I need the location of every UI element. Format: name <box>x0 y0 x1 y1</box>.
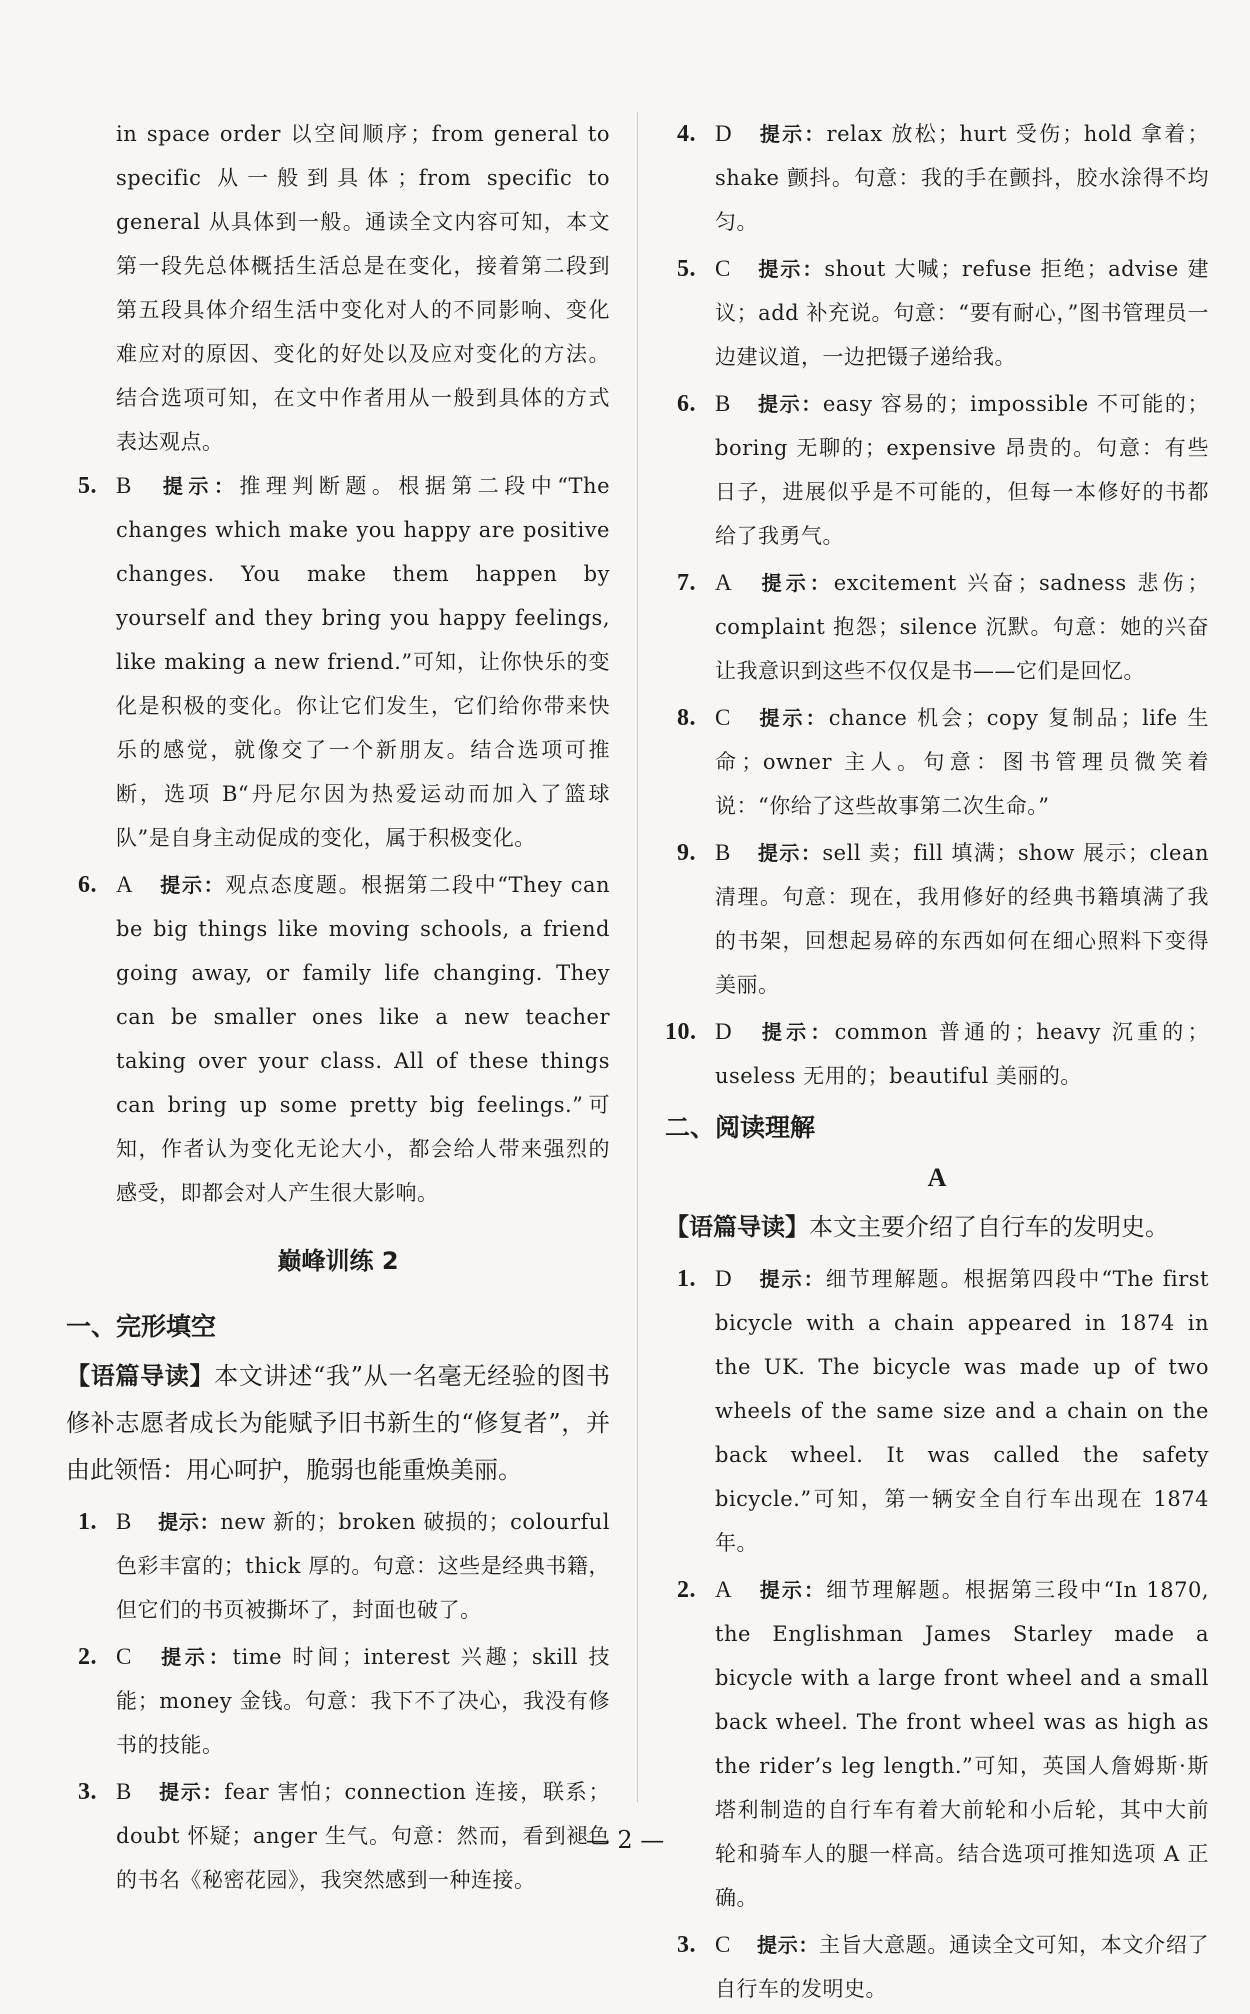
training-heading: 巅峰训练 2 <box>277 1247 399 1275</box>
answer-item: 5. C 提示：shout 大喊；refuse 拒绝；advise 建议；add 补充说。句意：“要有耐心，”图书管理员一边建议道，一边把镊子递给我。 <box>677 256 1209 369</box>
answer-item: 6. A 提示：观点态度题。根据第二段中“They can be big things like moving schools, a friend going away, or family life changing. They can be smaller ones like a new teacher taking over your class. All of these things can bring up some pretty big feelings.”可知，作者认为变化无论大小，都会给人带来强烈的感受，即都会对人产生很大影响。 <box>78 872 610 1205</box>
answer-item: 4. D 提示：relax 放松；hurt 受伤；hold 拿着；shake 颤抖。句意：我的手在颤抖，胶水涂得不均匀。 <box>677 121 1209 234</box>
section-reading-heading: 二、阅读理解 <box>665 1113 816 1142</box>
answer-item: 2. A 提示：细节理解题。根据第三段中“In 1870, the Englishman James Starley made a bicycle with a large front wheel and a small back wheel. The front wheel was as high as the rider’s leg length.”可知，英国人詹姆斯·斯塔利制造的自行车有着大前轮和小后轮，其中大前轮和骑车人的腿一样高。结合选项可推知选项 A 正确。 <box>677 1577 1209 1910</box>
answer-list-reading <box>665 1257 1209 2011</box>
part-label: A <box>927 1163 947 1192</box>
section-cloze-heading: 一、完形填空 <box>66 1312 217 1341</box>
answer-list-cloze-continued <box>665 112 1209 1098</box>
continuation-paragraph: in space order 以空间顺序；from general to specific 从一般到具体；from specific to general 从具体到一般。通读全文内容可知，本文第一段先总体概括生活总是在变化，接着第二段到第五段具体介绍生活中变化对人的不同影响、变化难应对的原因、变化的好处以及应对变化的方法。结合选项可知，在文中作者用从一般到具体的方式表达观点。 <box>116 122 610 454</box>
answer-item: 2. C 提示：time 时间；interest 兴趣；skill 技能；money 金钱。句意：我下不了决心，我没有修书的技能。 <box>78 1644 611 1757</box>
passage-guide: 【语篇导读】本文主要介绍了自行车的发明史。 <box>665 1213 1169 1241</box>
right-column <box>665 112 1209 2014</box>
answer-item: 1. B 提示：new 新的；broken 破损的；colourful 色彩丰富的；thick 厚的。句意：这些是经典书籍，但它们的书页被撕坏了，封面也破了。 <box>78 1509 611 1622</box>
column-divider <box>637 112 638 1802</box>
answer-item: 3. C 提示：主旨大意题。通读全文可知，本文介绍了自行车的发明史。 <box>677 1932 1210 2001</box>
answer-item: 9. B 提示：sell 卖；fill 填满；show 展示；clean 清理。句意：现在，我用修好的经典书籍填满了我的书架，回想起易碎的东西如何在细心照料下变得美丽。 <box>677 840 1209 997</box>
answer-item: 6. B 提示：easy 容易的；impossible 不可能的；boring 无聊的；expensive 昂贵的。句意：有些日子，进展似乎是不可能的，但每一本修好的书都给了我勇气。 <box>677 391 1210 548</box>
left-column <box>66 112 610 1905</box>
passage-guide: 【语篇导读】本文讲述“我”从一名毫无经验的图书修补志愿者成长为能赋予旧书新生的“修复者”，并由此领悟：用心呵护，脆弱也能重焕美丽。 <box>66 1362 610 1484</box>
answer-item: 1. D 提示：细节理解题。根据第四段中“The first bicycle with a chain appeared in 1874 in the UK. The bicycle was made up of two wheels of the same size and a chain on the back wheel. It was called the safety bicycle.”可知，第一辆安全自行车出现在 1874 年。 <box>677 1266 1209 1555</box>
answer-item: 8. C 提示：chance 机会；copy 复制品；life 生命；owner 主人。句意：图书管理员微笑着说：“你给了这些故事第二次生命。” <box>677 705 1209 818</box>
answer-item: 3. B 提示：fear 害怕；connection 连接，联系；doubt 怀疑；anger 生气。句意：然而，看到褪色的书名《秘密花园》，我突然感到一种连接。 <box>78 1779 611 1892</box>
answer-item: 7. A 提示：excitement 兴奋；sadness 悲伤；complaint 抱怨；silence 沉默。句意：她的兴奋让我意识到这些不仅仅是书——它们是回忆。 <box>677 570 1209 683</box>
page-number: — 2 — <box>585 1826 665 1854</box>
answer-item: 5. B 提示：推理判断题。根据第二段中“The changes which make you happy are positive changes. You make them happen by yourself and they bring you happy feelings, like making a new friend.”可知，让你快乐的变化是积极的变化。你让它们发生，它们给你带来快乐的感觉，就像交了一个新朋友。结合选项可推断，选项 B“丹尼尔因为热爱运动而加入了篮球队”是自身主动促成的变化，属于积极变化。 <box>78 473 611 850</box>
answer-list-reading-continued <box>66 464 610 1215</box>
answer-item: 10. D 提示：common 普通的；heavy 沉重的；useless 无用的；beautiful 美丽的。 <box>665 1019 1210 1088</box>
